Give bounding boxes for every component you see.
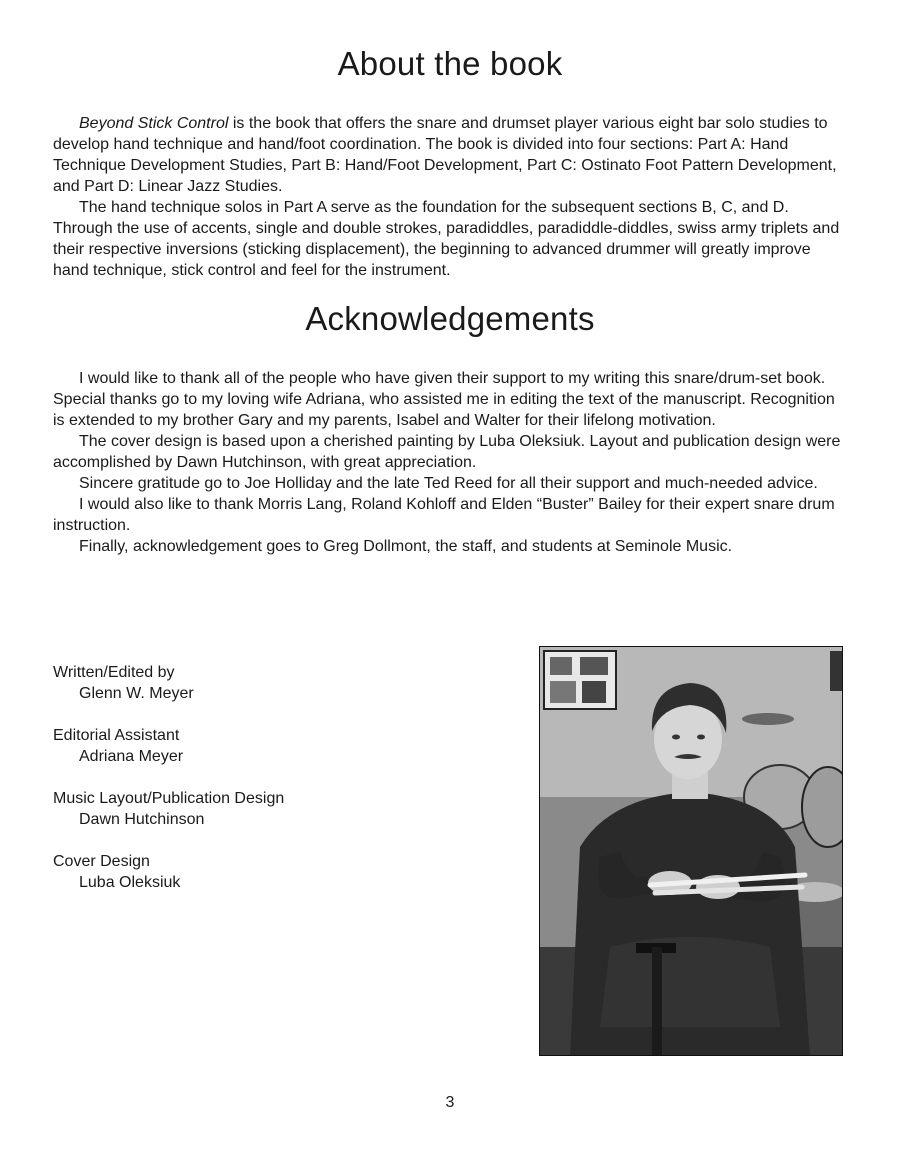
credit-group bbox=[53, 725, 473, 767]
credit-name: Dawn Hutchinson bbox=[79, 811, 205, 828]
about-paragraph-2: The hand technique solos in Part A serve as the foundation for the subsequent sections B, C, and D. Through the use of accents, single and double strokes, paradiddles, paradiddle-diddles, swiss army triplets and their respective inversions (sticking displacement), the beginning to advanced drummer will greatly improve hand technique, stick control and feel for the instrument. bbox=[53, 199, 840, 279]
credit-group bbox=[53, 788, 473, 830]
acknowledgements-heading: Acknowledgements bbox=[305, 300, 595, 337]
ack-paragraph: Finally, acknowledgement goes to Greg Dollmont, the staff, and students at Seminole Music. bbox=[79, 538, 733, 555]
credit-role: Music Layout/Publication Design bbox=[53, 790, 285, 807]
credit-name: Luba Oleksiuk bbox=[79, 874, 181, 891]
ack-paragraph: Sincere gratitude go to Joe Holliday and the late Ted Reed for all their support and much-needed advice. bbox=[79, 475, 818, 492]
credit-role: Written/Edited by bbox=[53, 664, 175, 681]
ack-paragraph: The cover design is based upon a cherished painting by Luba Oleksiuk. Layout and publication design were accomplished by Dawn Hutchinson, with great appreciation. bbox=[53, 433, 841, 471]
about-heading: About the book bbox=[337, 45, 563, 82]
about-body bbox=[53, 113, 848, 281]
credits-list bbox=[53, 662, 473, 914]
credit-name: Glenn W. Meyer bbox=[79, 685, 194, 702]
ack-paragraph: I would like to thank all of the people who have given their support to my writing this snare/drum-set book. Special thanks go to my loving wife Adriana, who assisted me in editing the text of the manuscript. Recognition is extended to my brother Gary and my parents, Isabel and Walter for their lifelong motivation. bbox=[53, 370, 835, 429]
page-number: 3 bbox=[445, 1094, 455, 1111]
book-title-italic: Beyond Stick Control bbox=[79, 115, 229, 132]
credit-role: Editorial Assistant bbox=[53, 727, 180, 744]
credit-name: Adriana Meyer bbox=[79, 748, 184, 765]
credit-group bbox=[53, 662, 473, 704]
credit-group bbox=[53, 851, 473, 893]
author-photo bbox=[539, 646, 843, 1056]
author-photo-illustration bbox=[540, 647, 843, 1056]
about-paragraph-1-text: is the book that offers the snare and drumset player various eight bar solo studies to develop hand technique and hand/foot coordination. The book is divided into four sections: Part A: Hand Technique Development Studies, Part B: Hand/Foot Development, Part C: Ostinato Foot Pattern Development, and Part D: Linear Jazz Studies. bbox=[53, 115, 837, 195]
ack-paragraph: I would also like to thank Morris Lang, Roland Kohloff and Elden “Buster” Bailey for their expert snare drum instruction. bbox=[53, 496, 835, 534]
about-paragraph-1 bbox=[53, 113, 848, 197]
credit-role: Cover Design bbox=[53, 853, 150, 870]
acknowledgements-body bbox=[53, 368, 848, 557]
